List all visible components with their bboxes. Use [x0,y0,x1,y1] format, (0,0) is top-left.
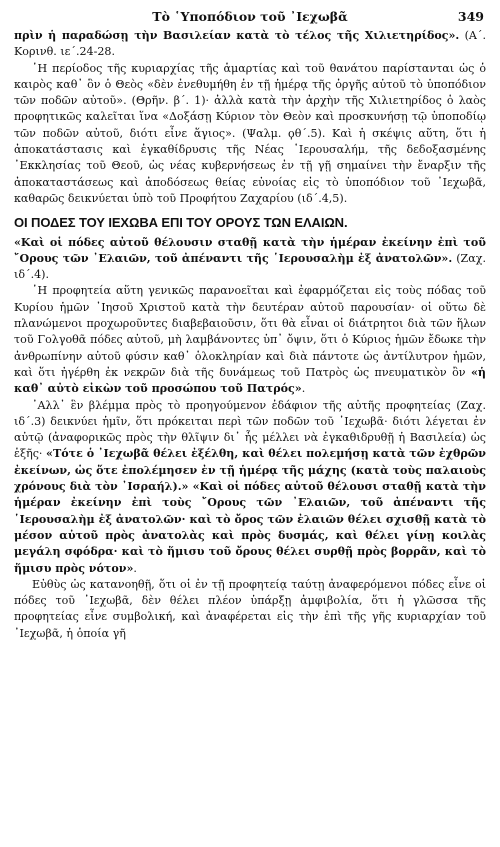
paragraph [14,577,486,642]
paragraph [14,283,486,397]
paragraph-reference: (Α΄. Κορινθ. ιε΄.24-28. [14,29,486,59]
paragraph [14,398,486,577]
section-heading: ΟΙ ΠΟΔΕΣ ΤΟΥ ΙΕΧΩΒΑ ΕΠΙ ΤΟΥ ΟΡΟΥΣ ΤΩΝ ΕΛΑΙΩΝ. [14,215,348,231]
paragraph-lead-bold: πρὶν ἡ παραδώσῃ τὴν Βασιλείαν κατὰ τὸ τέλος τῆς Χιλιετηρίδος». [14,29,460,42]
paragraph-text: ᾿Αλλ᾿ ἓν βλέμμα πρὸς τὸ προηγούμενον ἐδάφιον τῆς αὐτῆς προφητείας (Ζαχ. ιδ΄.3) δεικνύει ἡμῖν, ὅτι πρόκειται περὶ τῶν ποδῶν τοῦ ᾿Ιεχωβᾶ· διότι λέγεται ἐν αὐτῷ (ἀναφορικῶς πρὸς τὴν θλῖψιν δι᾿ ἧς μέλλει νὰ ἐγκαθιδρυθῇ ἡ Βασιλεία) ὡς ἑξῆς· [14,398,486,461]
scripture-quote-text: «Καὶ οἱ πόδες αὐτοῦ θέλουσιν σταθῇ κατὰ τὴν ἡμέραν ἐκείνην ἐπὶ τοῦ ῎Ορους τῶν ᾿Ελαιῶν, τοῦ ἀπέναντι τῆς ῾Ιερουσαλὴμ ἐξ ἀνατολῶν». [14,235,486,265]
paragraph-bold-quote: «Τότε ὁ ᾿Ιεχωβᾶ θέλει ἐξέλθη, καὶ θέλει πολεμήσῃ κατὰ τῶν ἐχθρῶν ἐκείνων, ὡς ὅτε ἐπολέμησεν ἐν τῇ ἡμέρᾳ τῆς μάχης (κατὰ τοὺς παλαιοὺς χρόνους διὰ τὸν ᾿Ισραήλ).» «Καὶ οἱ πόδες αὐτοῦ θέλουσι σταθῇ κατὰ τὴν ἡμέραν ἐκείνην ἐπὶ τοὺς ῎Ορους τῶν ᾿Ελαιῶν, τοῦ ἀπέναντι τῆς ῾Ιερουσαλὴμ ἐξ ἀνατολῶν· καὶ τὸ ὄρος τῶν ἐλαιῶν θέλει σχισθῇ κατὰ τὸ μέσον αὐτοῦ πρὸς ἀνατολὰς καὶ πρὸς δυσμάς, καὶ θέλει γίνῃ κοιλὰς μεγάλη σφόδρα· καὶ τὸ ἥμισυ τοῦ ὄρους θέλει συρθῇ πρὸς βορρᾶν, καὶ τὸ ἥμισυ πρὸς νότον» [14,447,486,575]
body-text [14,28,486,642]
page-number: 349 [457,9,484,24]
page-title: Τὸ ῾Υποπόδιον τοῦ ᾿Ιεχωβᾶ [152,9,348,24]
paragraph: ῾Η περίοδος τῆς κυριαρχίας τῆς ἁμαρτίας καὶ τοῦ θανάτου παρίστανται ὡς ὁ καιρὸς καθ᾿ ὃν ὁ Θεὸς «δὲν ἐνεθυμήθη ἐν τῇ ἡμέρᾳ τῆς ὀργῆς αὐτοῦ τὸ ὑποπόδιον τῶν ποδῶν αὐτοῦ». (Θρῆν. β΄. 1)· ἀλλὰ κατὰ τὴν ἀρχὴν τῆς Χιλιετηρίδος ὁ λαὸς προφητικῶς καλεῖται ἵνα «Δοξάσῃ Κύριον τὸν Θεὸν καὶ προσκυνήσῃ τῷ ὑποποδίῳ τῶν ποδῶν αὐτοῦ, διότι εἶνε ἅγιος». (Ψαλμ. ϙθ΄.5). Καὶ ἡ σκέψις αὕτη, ὅτι ἡ ἀποκατάστασις καὶ ἐγκαθίδρυσις τῆς Νέας ῾Ιερουσαλήμ, τῆς δεδοξασμένης ᾿Εκκλησίας τοῦ Θεοῦ, ὡς νέας κυβερνήσεως ἐν τῇ γῇ σημαίνει τὴν ἔναρξιν τῆς ἀποκαταστάσεως καὶ ἀποδόσεως θείας εὐνοίας εἰς τὸ ὑποπόδιον τοῦ ᾿Ιεχωβᾶ, καθαρῶς δεικνύεται ὑπὸ τοῦ Προφήτου Ζαχαρίου (ιδ΄.4,5). [14,61,486,205]
paragraph-text-end: . [133,561,137,575]
paragraph-continuation [14,28,486,61]
scripture-reference: (Ζαχ. ιδ΄.4). [14,251,486,282]
paragraph-text: Εὐθὺς ὡς κατανοηθῇ, ὅτι οἱ ἐν τῇ προφητείᾳ ταύτῃ ἀναφερόμενοι πόδες εἶνε οἱ πόδες τοῦ ᾿Ιεχωβᾶ, δὲν θέλει πλέον ὑπάρξῃ ἀμφιβολία, ὅτι ἡ γλῶσσα τῆς προφητείας εἶνε συμβολική, καὶ ἀναφέρεται εἰς τὴν ἐπὶ τῆς γῆς κυριαρχίαν τοῦ ᾿Ιεχωβᾶ, ἡ ὁποία γῆ [14,577,486,640]
scripture-quote [14,235,486,284]
running-header [14,6,486,28]
paragraph-text-end: . [301,382,306,396]
paragraph-text: ῾Η προφητεία αὕτη γενικῶς παρανοεῖται καὶ ἐφαρμόζεται εἰς τοὺς πόδας τοῦ Κυρίου ἡμῶν ᾿Ιησοῦ Χριστοῦ κατὰ τὴν δευτέραν αὐτοῦ παρουσίαν· οἱ οὕτω δὲ πλανώμενοι προχωροῦντες διαβεβαιοῦσιν, ὅτι θὰ εἶναι οἱ διάτρητοι διὰ τῶν ἥλων τοῦ Γολγοθᾶ πόδες αὐτοῦ, μὴ λαμβάνοντες ὑπ᾿ ὄψιν, ὅτι ὁ Κύριος ἡμῶν ἔδωκε τὴν ἀνθρωπίνην αὐτοῦ φύσιν καθ᾿ ὁλοκληρίαν καὶ διὰ πάντοτε ὡς ἀντίλυτρον ἡμῶν, καὶ ὅτι ἠγέρθη ἐκ νεκρῶν διὰ τῆς δυνάμεως τοῦ Πατρὸς ὡς πνευματικὸν ὂν [14,284,486,379]
paragraph-bold-quote: «ἡ καθ᾿ αὐτὸ εἰκὼν τοῦ προσώπου τοῦ Πατρός» [14,365,486,396]
